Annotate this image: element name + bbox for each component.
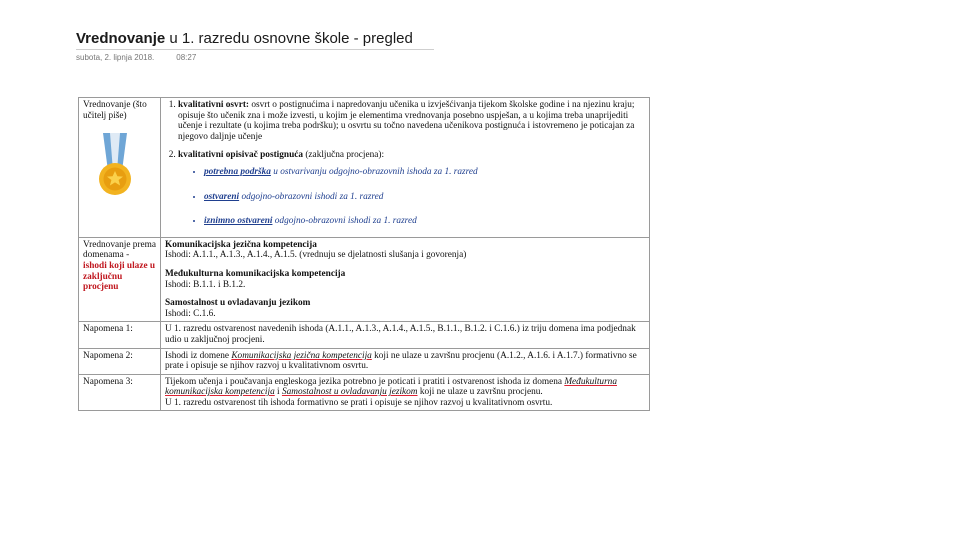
row-label-cell <box>79 374 161 411</box>
assessment-table <box>78 97 650 411</box>
note-text: U 1. razredu ostvarenost tih ishoda formativno se prati i opisuje se njihov razvoj u kvalitativnom osvrtu. <box>165 397 553 408</box>
row-label-cell <box>79 237 161 322</box>
list-item <box>178 150 645 226</box>
row-content-cell <box>161 98 650 238</box>
item-lead: kvalitativni opisivač postignuća <box>178 150 304 161</box>
row-label: Napomena 3: <box>83 376 133 387</box>
note-text: koji ne ulaze u završnu procjenu (A.1.2., A.1.6. i A.1.7.) formativno se prate i opisuje se njihov razvoj u kvalitativnom osvrtu. <box>165 350 637 372</box>
item-text: (zaključna procjena): <box>303 150 385 161</box>
row-label: Napomena 1: <box>83 324 133 335</box>
section-text: Ishodi: B.1.1. i B.1.2. <box>165 279 246 290</box>
table-row <box>79 348 650 374</box>
list-item <box>178 100 645 142</box>
section-text: Ishodi: C.1.6. <box>165 308 216 319</box>
bullet-text: odgojno-obrazovni ishodi za 1. razred <box>272 216 417 227</box>
page-title <box>76 30 413 47</box>
bullet-bold: potrebna podrška <box>204 166 271 177</box>
page-meta <box>76 53 196 62</box>
bullet-text: odgojno-obrazovni ishodi za 1. razred <box>239 191 384 202</box>
page-title-rest: u 1. razredu osnovne škole - pregled <box>165 30 413 47</box>
list-item <box>204 167 645 178</box>
item-lead: kvalitativni osvrt: <box>178 100 250 110</box>
title-divider <box>76 49 434 50</box>
row-label-cell <box>79 348 161 374</box>
page-title-bold: Vrednovanje <box>76 30 166 47</box>
page-time: 08:27 <box>176 53 197 62</box>
bullet-text: u ostvarivanju odgojno-obrazovnih ishoda za 1. razred <box>270 166 478 177</box>
note-italic: Komunikacijska jezična kompetencija <box>231 350 372 361</box>
grade-bullets <box>178 167 645 227</box>
section-title: Međukulturna komunikacijska kompetencija <box>165 268 346 279</box>
row-label-cell <box>79 322 161 348</box>
row-content-cell <box>161 322 650 348</box>
list-item <box>204 192 645 203</box>
medal-icon <box>95 133 135 199</box>
table-row <box>79 322 650 348</box>
assessment-list <box>165 100 645 227</box>
row-content-cell <box>161 374 650 411</box>
bullet-bold: iznimno ostvareni <box>204 216 273 227</box>
list-item <box>204 216 645 227</box>
table-row <box>79 374 650 411</box>
note-italic: Samostalnost u ovladavanju jezikom <box>281 387 418 398</box>
row-content-cell <box>161 237 650 322</box>
item-text: osvrt o postignućima i napredovanju učenika u izvješćivanja tijekom školske godine i na njezinu kraju; opisuje što učenik zna i može izvesti, u kojim je elementima vrednovanja posebno uspješan, a u kojima treba unaprijediti učenje i rezultate (u kojima treba podršku); u osvrtu su točno navedena učenikova postignuća i istovremeno je poticajan za njegovo daljnje učenje <box>178 100 635 142</box>
row-label: Vrednovanje (što učitelj piše) <box>83 100 147 121</box>
row-label-highlight: ishodi koji ulaze u zaključnu procjenu <box>83 260 156 293</box>
bullet-bold: ostvareni <box>204 191 240 202</box>
note-text: Tijekom učenja i poučavanja engleskoga jezika potrebno je poticati i pratiti i ostvarenost ishoda iz domena <box>165 376 565 387</box>
table-row <box>79 98 650 238</box>
table-row <box>79 237 650 322</box>
section-title: Komunikacijska jezična kompetencija <box>165 239 317 250</box>
section-title: Samostalnost u ovladavanju jezikom <box>165 298 311 309</box>
row-label: Napomena 2: <box>83 350 133 361</box>
note-text: Ishodi iz domene <box>165 350 232 361</box>
note-italic: Međukulturna komunikacijska kompetencija <box>165 376 617 398</box>
note-text: U 1. razredu ostvarenost navedenih ishoda (A.1.1., A.1.3., A.1.4., A.1.5., B.1.1., B.1.2. i C.1.6.) iz triju domena ima podjednak udio u zaključnoj procjeni. <box>165 324 636 345</box>
section-text: Ishodi: A.1.1., A.1.3., A.1.4., A.1.5. (vrednuju se djelatnosti slušanja i govorenja) <box>165 250 467 261</box>
row-content-cell <box>161 348 650 374</box>
note-text: i <box>274 387 282 398</box>
note-text: koji ne ulaze u završnu procjenu. <box>417 387 543 398</box>
page-date: subota, 2. lipnja 2018. <box>76 53 155 62</box>
row-label: Vrednovanje prema domenama - <box>83 239 157 261</box>
row-label-cell <box>79 98 161 238</box>
